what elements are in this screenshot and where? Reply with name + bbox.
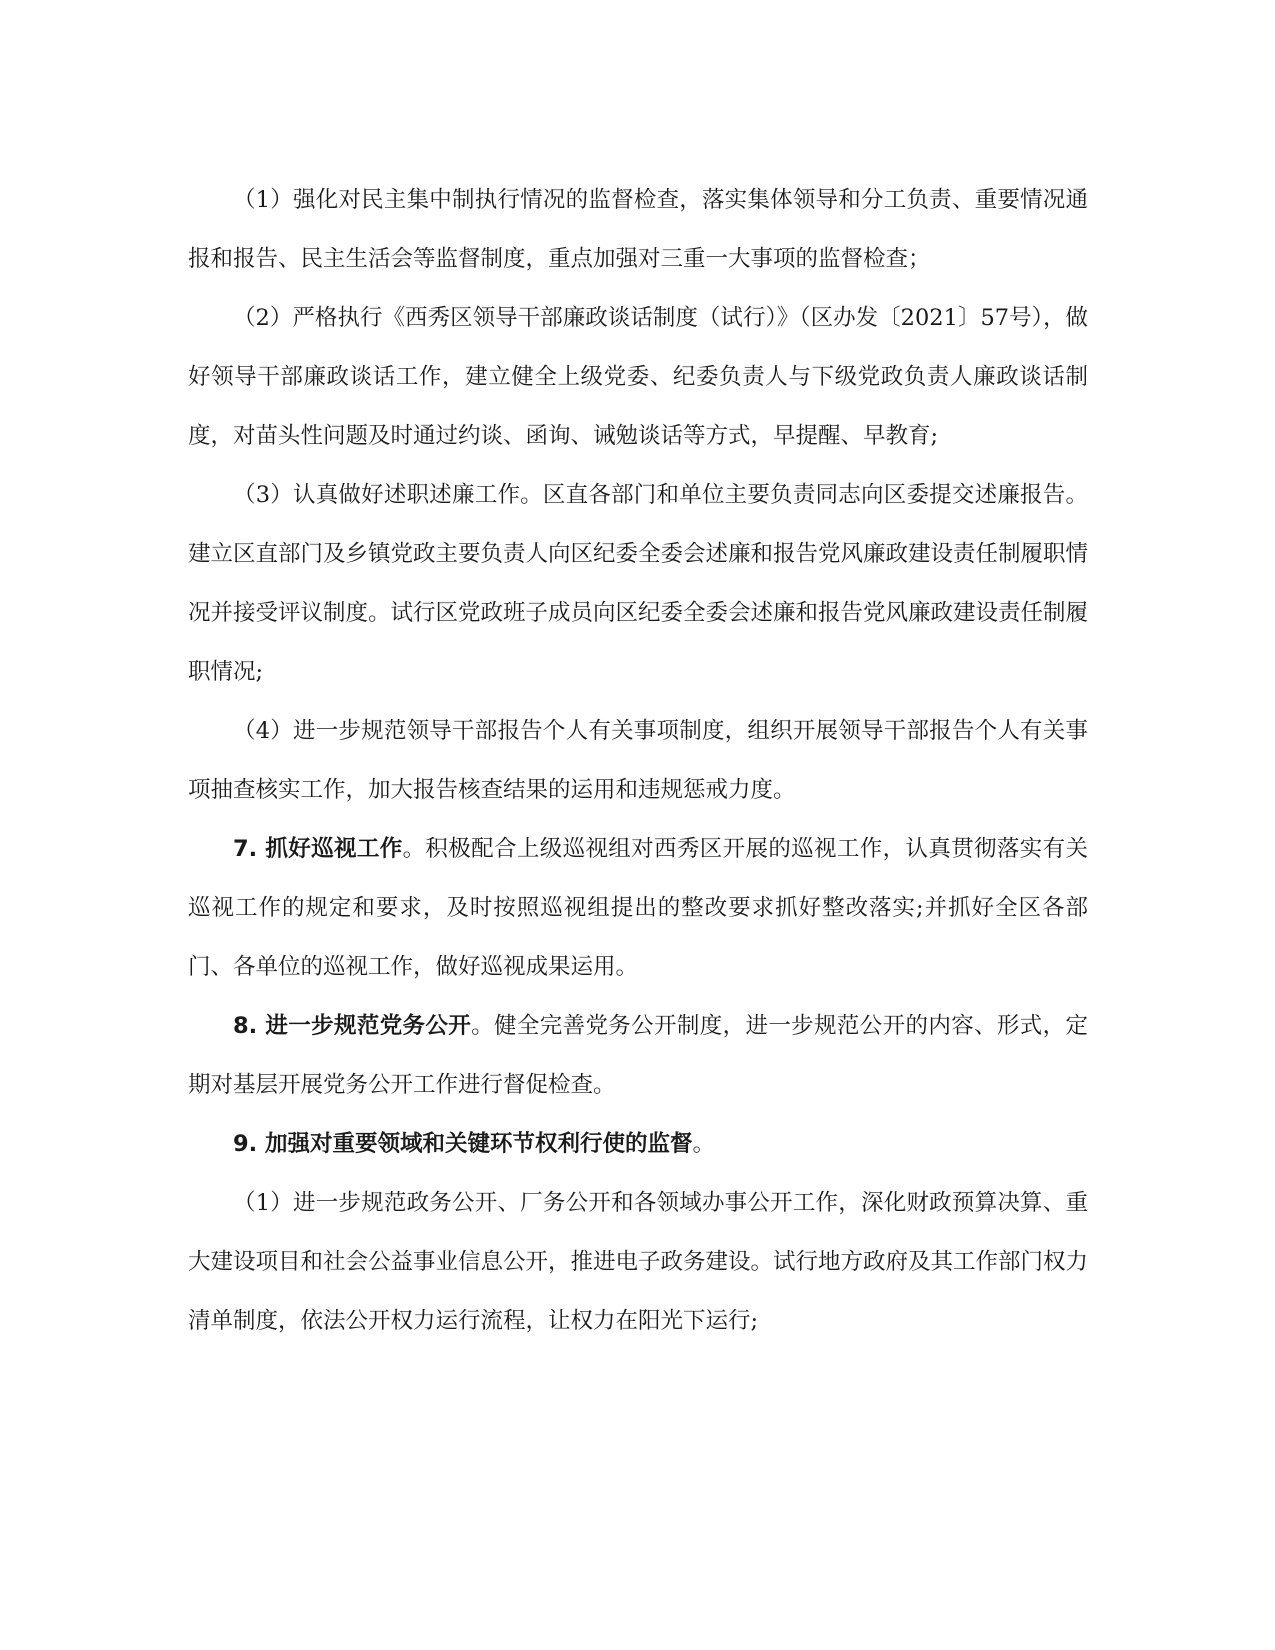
paragraph-3-text: （3）认真做好述职述廉工作。区直各部门和单位主要负责同志向区委提交述廉报告。建立区直部门及乡镇党政主要负责人向区纪委全委会述廉和报告党风廉政建设责任制履职情况并接受评议制度。试行区党政班子成员向区纪委全委会述廉和报告党风廉政建设责任制履职情况; <box>188 482 1089 685</box>
paragraph-6-text: 。健全完善党务公开制度，进一步规范公开的内容、形式，定期对基层开展党务公开工作进行督促检查。 <box>188 1013 1088 1098</box>
paragraph-8 <box>188 1174 1088 1351</box>
section-heading-7: 7. 抓好巡视工作 <box>233 836 403 862</box>
paragraph-1 <box>188 171 1088 289</box>
paragraph-6 <box>188 997 1088 1115</box>
paragraph-1-text: （1）强化对民主集中制执行情况的监督检查，落实集体领导和分工负责、重要情况通报和报告、民主生活会等监督制度，重点加强对三重一大事项的监督检查； <box>188 187 1088 272</box>
document-body <box>188 171 1088 1351</box>
paragraph-2-text: （2）严格执行《西秀区领导干部廉政谈话制度（试行）》（区办发〔2021〕57号），做好领导干部廉政谈话工作，建立健全上级党委、纪委负责人与下级党政负责人廉政谈话制度，对苗头性问题及时通过约谈、函询、诫勉谈话等方式，早提醒、早教育; <box>188 305 1088 449</box>
paragraph-5 <box>188 820 1088 997</box>
section-heading-8: 8. 进一步规范党务公开 <box>233 1013 472 1039</box>
paragraph-2 <box>188 289 1088 466</box>
paragraph-7-text: 。 <box>692 1131 716 1157</box>
paragraph-3 <box>188 466 1088 702</box>
section-heading-9: 9. 加强对重要领域和关键环节权利行使的监督 <box>233 1131 693 1157</box>
paragraph-8-text: （1）进一步规范政务公开、厂务公开和各领域办事公开工作，深化财政预算决算、重大建设项目和社会公益事业信息公开，推进电子政务建设。试行地方政府及其工作部门权力清单制度，依法公开权力运行流程，让权力在阳光下运行; <box>188 1190 1089 1334</box>
paragraph-7 <box>188 1115 1088 1174</box>
paragraph-4-text: （4）进一步规范领导干部报告个人有关事项制度，组织开展领导干部报告个人有关事项抽查核实工作，加大报告核查结果的运用和违规惩戒力度。 <box>188 718 1088 803</box>
paragraph-5-text: 。积极配合上级巡视组对西秀区开展的巡视工作，认真贯彻落实有关巡视工作的规定和要求，及时按照巡视组提出的整改要求抓好整改落实;并抓好全区各部门、各单位的巡视工作，做好巡视成果运用。 <box>188 836 1088 980</box>
paragraph-4 <box>188 702 1088 820</box>
